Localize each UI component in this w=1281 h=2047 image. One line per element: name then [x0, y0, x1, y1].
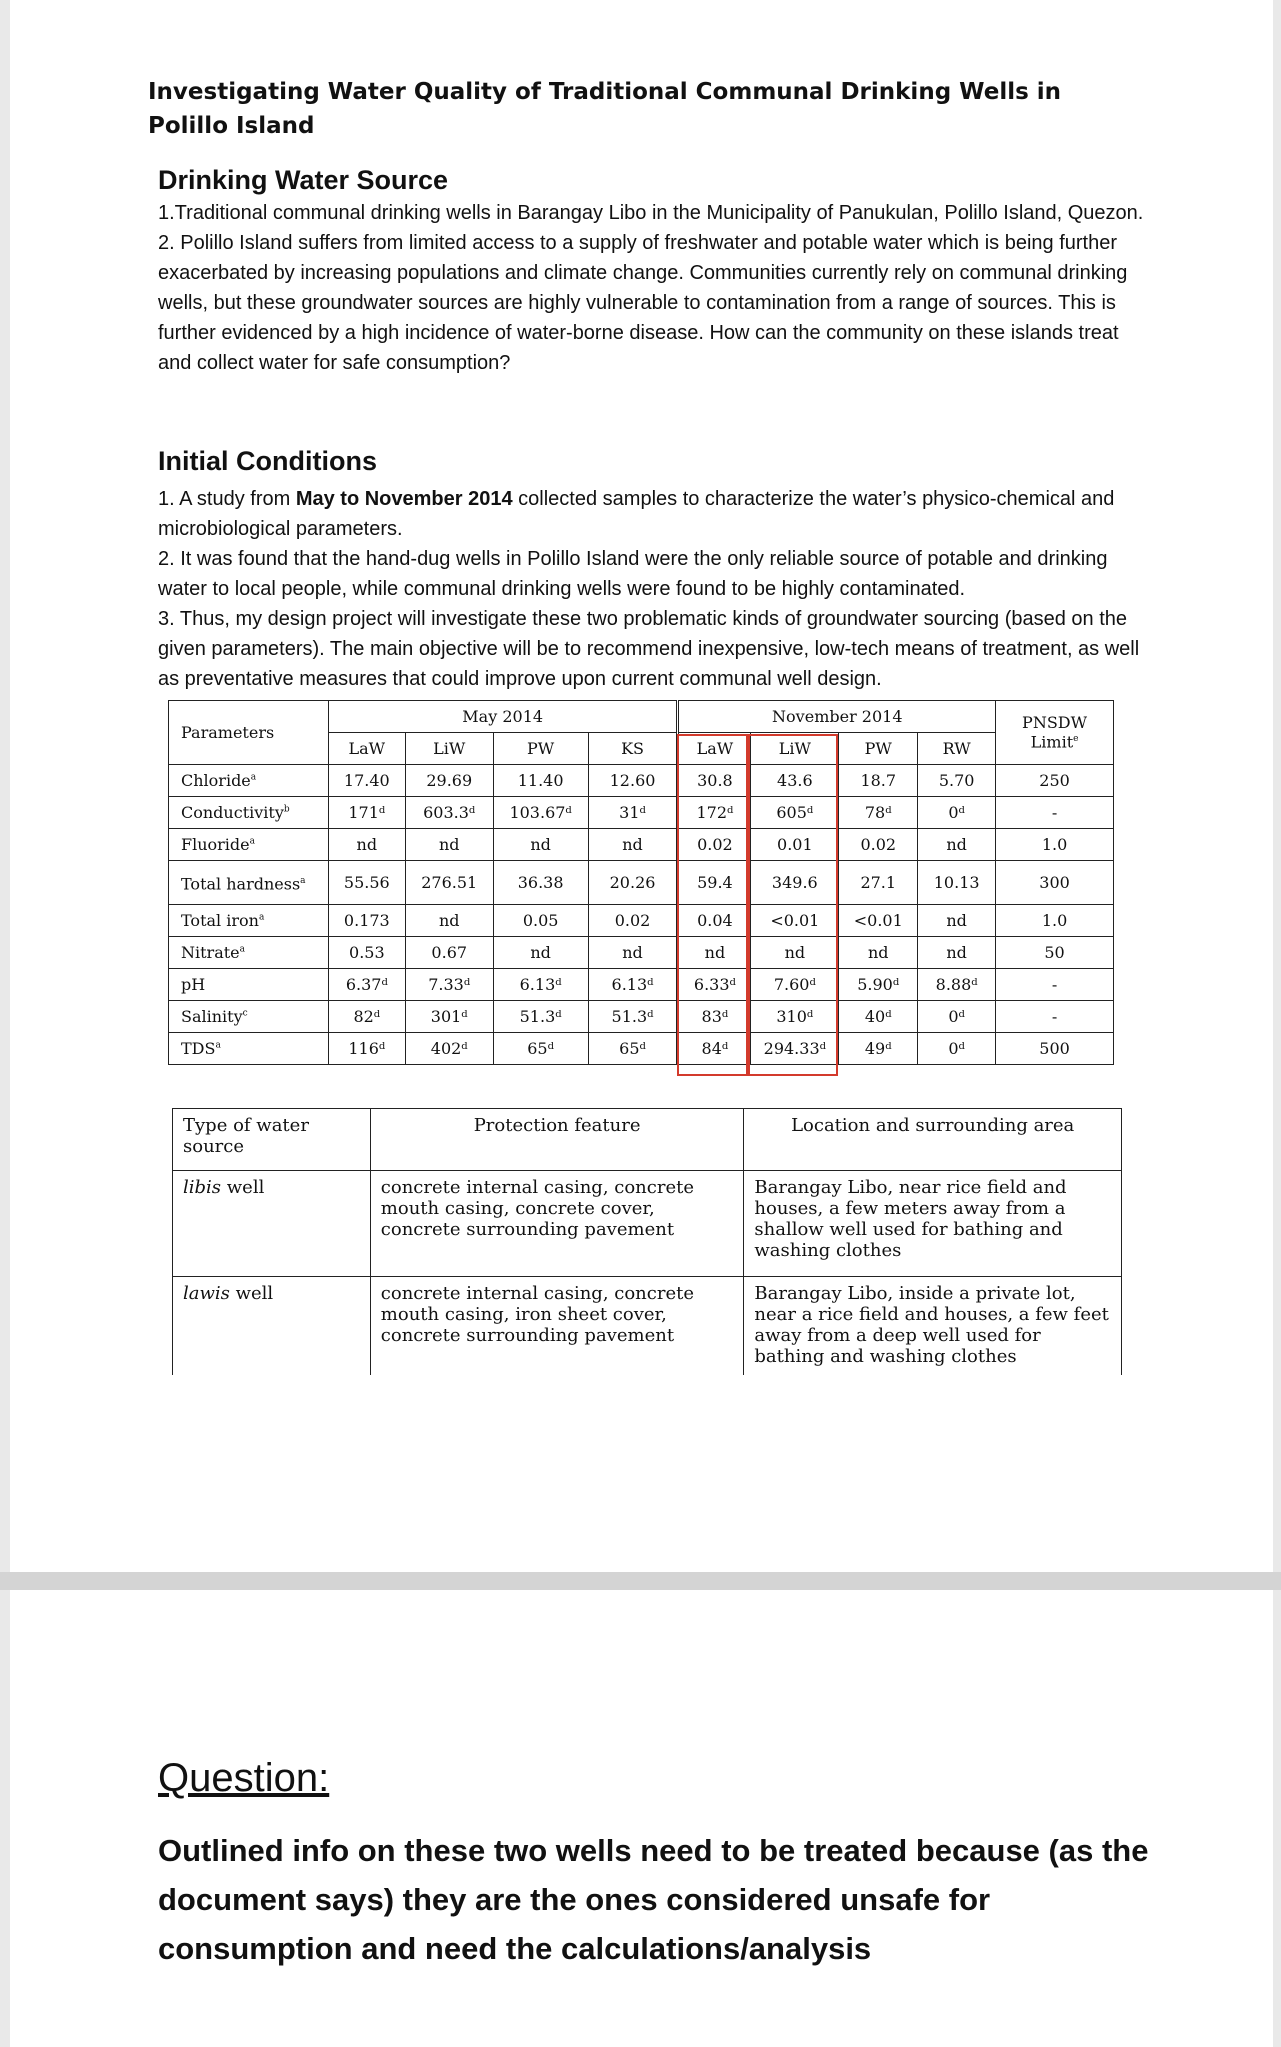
table-cell: 6.33ᵈ [678, 969, 751, 1001]
column-header: KS [588, 733, 678, 765]
paragraph: 1. A study from May to November 2014 collected samples to characterize the water’s physico-chemical and microbiological parameters. [158, 488, 1115, 540]
table-row [169, 905, 1114, 937]
column-header: Protection feature [370, 1109, 744, 1171]
table-cell: nd [405, 829, 493, 861]
table-cell: 605ᵈ [751, 797, 839, 829]
table-cell: 59.4 [678, 861, 751, 905]
parameters-table [168, 700, 1114, 1065]
table-cell: 402ᵈ [405, 1033, 493, 1065]
table-cell: 8.88ᵈ [918, 969, 996, 1001]
limit-cell: - [996, 1001, 1114, 1033]
limit-cell: 250 [996, 765, 1114, 797]
water-source-type: lawis well [173, 1277, 371, 1375]
table-cell: 301ᵈ [405, 1001, 493, 1033]
table-cell: 17.40 [328, 765, 405, 797]
parameter-name: Conductivity$^b$ [169, 797, 329, 829]
table-cell: <0.01 [751, 905, 839, 937]
table-cell: 82ᵈ [328, 1001, 405, 1033]
document-title: Investigating Water Quality of Traditional Communal Drinking Wells in Polillo Island [148, 79, 1062, 139]
limit-cell: 50 [996, 937, 1114, 969]
table-cell: 0ᵈ [918, 797, 996, 829]
table-cell: 49ᵈ [839, 1033, 918, 1065]
table-cell: 0.02 [588, 905, 678, 937]
table-cell: 36.38 [493, 861, 588, 905]
table-cell: 6.13ᵈ [588, 969, 678, 1001]
table-row [169, 861, 1114, 905]
table-row [173, 1277, 1122, 1375]
column-header: Location and surrounding area [744, 1109, 1122, 1171]
table-cell: nd [588, 937, 678, 969]
table-cell: 7.60ᵈ [751, 969, 839, 1001]
location-cell: Barangay Libo, near rice field and houses, a few meters away from a shallow well used for bathing and washing clothes [744, 1171, 1122, 1277]
table-cell: 116ᵈ [328, 1033, 405, 1065]
table-cell: 51.3ᵈ [588, 1001, 678, 1033]
table-cell: nd [918, 905, 996, 937]
table-cell: nd [918, 937, 996, 969]
table-cell: 0.02 [678, 829, 751, 861]
limit-cell: - [996, 797, 1114, 829]
parameter-name: TDS$^a$ [169, 1033, 329, 1065]
table-cell: 30.8 [678, 765, 751, 797]
table-cell: nd [678, 937, 751, 969]
location-cell: Barangay Libo, inside a private lot, near a rice field and houses, a few feet away from a deep well used for bathing and washing clothes [744, 1277, 1122, 1375]
table-cell: 0ᵈ [918, 1001, 996, 1033]
table-cell: 55.56 [328, 861, 405, 905]
table-cell: 65ᵈ [588, 1033, 678, 1065]
table-cell: 172ᵈ [678, 797, 751, 829]
parameter-name: Fluoride$^a$ [169, 829, 329, 861]
table-row [169, 765, 1114, 797]
column-header: Type of water source [173, 1109, 371, 1171]
table-row [173, 1171, 1122, 1277]
table-cell: 7.33ᵈ [405, 969, 493, 1001]
initial-conditions-paragraphs [158, 484, 1148, 694]
table-row [169, 1001, 1114, 1033]
table-cell: nd [493, 937, 588, 969]
table-cell: <0.01 [839, 905, 918, 937]
table-cell: 20.26 [588, 861, 678, 905]
table-cell: 83ᵈ [678, 1001, 751, 1033]
wells-header-row [173, 1109, 1122, 1171]
table-cell: 0.53 [328, 937, 405, 969]
table-cell: nd [493, 829, 588, 861]
table-cell: 294.33ᵈ [751, 1033, 839, 1065]
table-cell: nd [751, 937, 839, 969]
column-header: LaW [328, 733, 405, 765]
column-header: PW [839, 733, 918, 765]
table-cell: 0.67 [405, 937, 493, 969]
parameter-name: Salinity$^c$ [169, 1001, 329, 1033]
section-heading-initial-conditions: Initial Conditions [158, 446, 377, 476]
page-divider [0, 1572, 1281, 1590]
table-cell: 0ᵈ [918, 1033, 996, 1065]
table-cell: 349.6 [751, 861, 839, 905]
column-header: PW [493, 733, 588, 765]
parameters-header: Parameters [169, 701, 329, 765]
table-cell: 276.51 [405, 861, 493, 905]
table-cell: 10.13 [918, 861, 996, 905]
table-cell: nd [918, 829, 996, 861]
drinking-water-paragraphs [158, 198, 1148, 378]
question-title: Question: [158, 1756, 330, 1800]
question-page [10, 1590, 1273, 2047]
paragraph: 2. Polillo Island suffers from limited access to a supply of freshwater and potable water which is being further exacerbated by increasing populations and climate change. Communities currently rely on communal drinking wells, but these groundwater sources are highly vulnerable to contamination from a range of sources. This is further evidenced by a high incidence of water-borne disease. How can the community on these islands treat and collect water for safe consumption? [158, 232, 1128, 374]
table-row [169, 1033, 1114, 1065]
wells-table [172, 1108, 1122, 1375]
pnsdw-limit-header: PNSDW Limit$^e$ [996, 701, 1114, 765]
table-cell: 43.6 [751, 765, 839, 797]
table-row [169, 829, 1114, 861]
column-header: RW [918, 733, 996, 765]
water-source-type: libis well [173, 1171, 371, 1277]
section-heading-drinking-water: Drinking Water Source [158, 165, 449, 195]
table-cell: 0.05 [493, 905, 588, 937]
table-cell: 31ᵈ [588, 797, 678, 829]
table-cell: 11.40 [493, 765, 588, 797]
table-cell: 12.60 [588, 765, 678, 797]
column-header: LiW [751, 733, 839, 765]
table-cell: 29.69 [405, 765, 493, 797]
protection-cell: concrete internal casing, concrete mouth casing, iron sheet cover, concrete surrounding pavement [370, 1277, 744, 1375]
parameter-name: Total hardness$^a$ [169, 861, 329, 905]
table-row [169, 937, 1114, 969]
paragraph: 2. It was found that the hand-dug wells in Polillo Island were the only reliable source of potable and drinking water to local people, while communal drinking wells were found to be highly contaminated. [158, 548, 1108, 600]
table-cell: 27.1 [839, 861, 918, 905]
may-2014-header: May 2014 [328, 701, 678, 733]
column-header: LiW [405, 733, 493, 765]
table-cell: 0.04 [678, 905, 751, 937]
table-cell: 6.37ᵈ [328, 969, 405, 1001]
table-cell: 0.173 [328, 905, 405, 937]
table-cell: 18.7 [839, 765, 918, 797]
limit-cell: - [996, 969, 1114, 1001]
table-row [169, 969, 1114, 1001]
parameter-name: pH [169, 969, 329, 1001]
table-cell: 65ᵈ [493, 1033, 588, 1065]
paragraph: 1.Traditional communal drinking wells in Barangay Libo in the Municipality of Panukulan, Polillo Island, Quezon. [158, 202, 1144, 224]
table-cell: 103.67ᵈ [493, 797, 588, 829]
question-body: Outlined info on these two wells need to be treated because (as the document says) they are the ones considered unsafe for consumption and need the calculations/analysis [158, 1833, 1149, 1966]
protection-cell: concrete internal casing, concrete mouth casing, concrete cover, concrete surrounding pavement [370, 1171, 744, 1277]
table-cell: 171ᵈ [328, 797, 405, 829]
limit-cell: 1.0 [996, 905, 1114, 937]
table-cell: 6.13ᵈ [493, 969, 588, 1001]
paragraph: 3. Thus, my design project will investigate these two problematic kinds of groundwater sourcing (based on the given parameters). The main objective will be to recommend inexpensive, low-tech means of treatment, as well as preventative measures that could improve upon current communal well design. [158, 608, 1140, 690]
table-cell: 40ᵈ [839, 1001, 918, 1033]
limit-cell: 500 [996, 1033, 1114, 1065]
parameter-name: Total iron$^a$ [169, 905, 329, 937]
table-cell: 78ᵈ [839, 797, 918, 829]
table-cell: 0.02 [839, 829, 918, 861]
limit-cell: 1.0 [996, 829, 1114, 861]
november-2014-header: November 2014 [678, 701, 996, 733]
limit-cell: 300 [996, 861, 1114, 905]
table-cell: 84ᵈ [678, 1033, 751, 1065]
table-cell: 310ᵈ [751, 1001, 839, 1033]
table-cell: nd [588, 829, 678, 861]
column-header: LaW [678, 733, 751, 765]
table-cell: 603.3ᵈ [405, 797, 493, 829]
table-cell: 0.01 [751, 829, 839, 861]
table-cell: nd [328, 829, 405, 861]
parameter-name: Chloride$^a$ [169, 765, 329, 797]
table-row [169, 797, 1114, 829]
table-cell: nd [405, 905, 493, 937]
parameter-name: Nitrate$^a$ [169, 937, 329, 969]
table-cell: 5.90ᵈ [839, 969, 918, 1001]
table-cell: nd [839, 937, 918, 969]
table-cell: 5.70 [918, 765, 996, 797]
table-cell: 51.3ᵈ [493, 1001, 588, 1033]
